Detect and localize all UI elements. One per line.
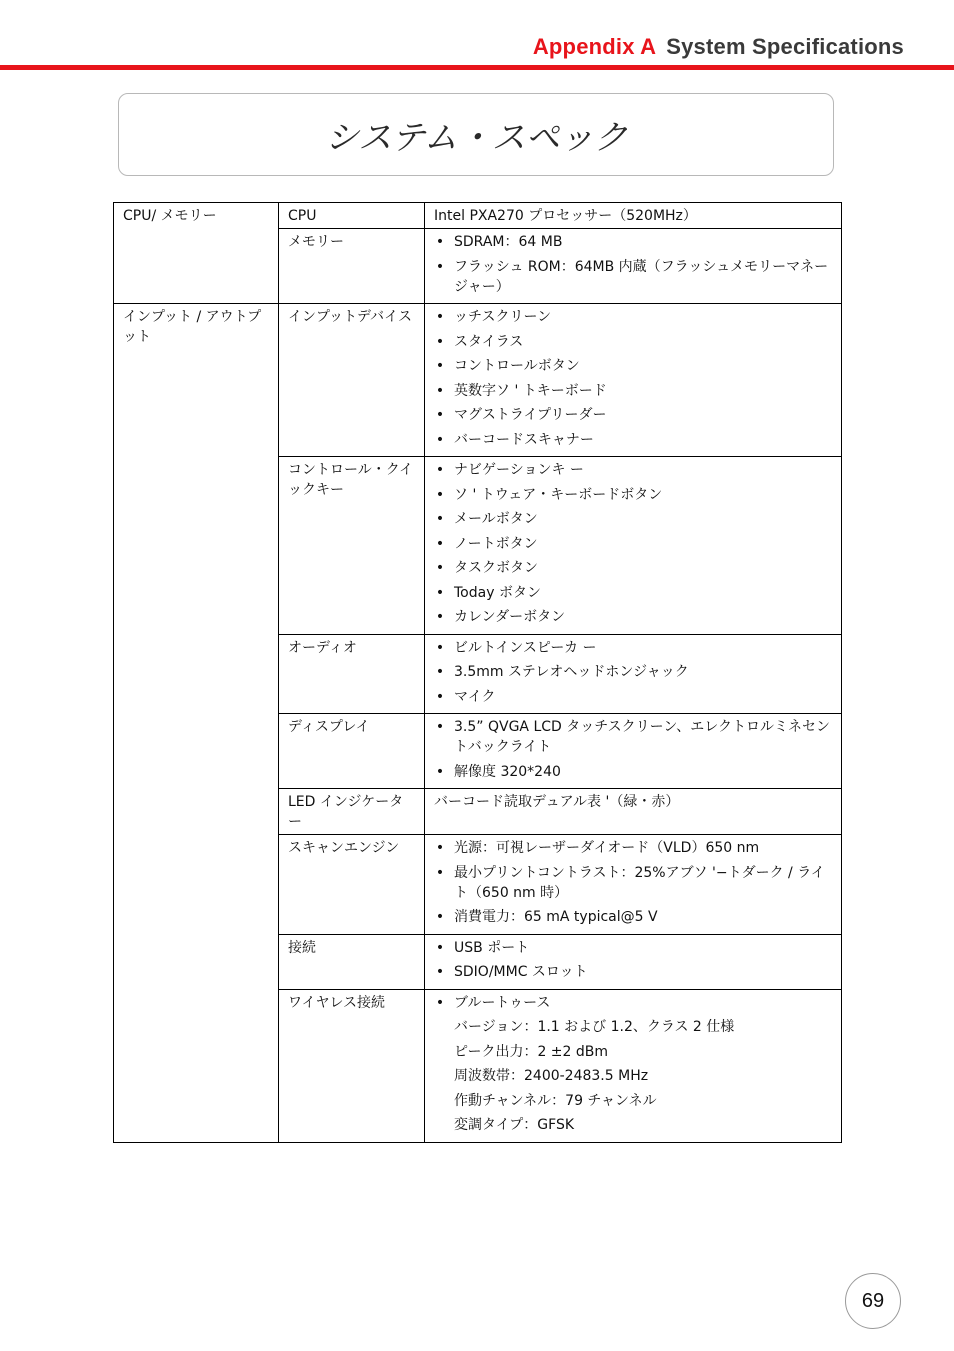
bullet-list bbox=[434, 638, 832, 707]
bullet-list bbox=[434, 838, 832, 927]
list-item bbox=[434, 307, 832, 327]
list-item bbox=[434, 962, 832, 982]
list-item bbox=[434, 509, 832, 529]
bullet-icon: • bbox=[435, 840, 445, 856]
sub-list bbox=[434, 1017, 832, 1135]
bullet-icon: • bbox=[435, 584, 445, 601]
list-item-text: マイク bbox=[454, 688, 496, 705]
item-cell: LED インジケーター bbox=[279, 789, 425, 835]
list-item-text: 3.5” QVGA LCD タッチスクリーン、エレクトロルミネセントバックライト bbox=[454, 719, 831, 755]
bullet-icon: • bbox=[435, 994, 445, 1011]
item-cell: コントロール・クイックキー bbox=[279, 457, 425, 635]
value-cell bbox=[425, 714, 842, 789]
list-item bbox=[434, 662, 832, 682]
bullet-icon: • bbox=[435, 639, 445, 656]
bullet-icon: • bbox=[435, 763, 445, 780]
table-row bbox=[114, 304, 842, 457]
item-cell: インプットデバイス bbox=[279, 304, 425, 457]
sub-list-item: 変調タイプ：GFSK bbox=[454, 1117, 575, 1133]
sub-list-item: ピーク出力：2 ±2 dBm bbox=[454, 1043, 609, 1060]
list-item-text: 最小プリントコントラスト：25%アブソ '−トダーク / ライト（650 nm 時） bbox=[454, 864, 825, 901]
bullet-icon: • bbox=[435, 486, 445, 503]
list-item bbox=[434, 381, 832, 401]
bullet-icon: • bbox=[435, 462, 445, 478]
bullet-icon: • bbox=[435, 511, 445, 527]
list-item-text: ナビゲーションキ ー bbox=[454, 462, 584, 478]
category-cell: インプット / アウトプット bbox=[114, 304, 279, 1143]
spec-table-body bbox=[114, 203, 842, 1143]
bullet-icon: • bbox=[435, 258, 445, 275]
list-item-text: メールボタン bbox=[454, 511, 538, 527]
item-cell: ワイヤレス接続 bbox=[279, 989, 425, 1142]
list-item bbox=[434, 863, 832, 903]
item-cell: メモリー bbox=[279, 229, 425, 304]
sub-list-item: 周波数帯：2400-2483.5 MHz bbox=[454, 1068, 649, 1084]
bullet-icon: • bbox=[435, 909, 445, 925]
category-cell: CPU/ メモリー bbox=[114, 203, 279, 304]
bullet-icon: • bbox=[435, 939, 445, 956]
list-item-text: マグストライプリーダー bbox=[454, 407, 607, 423]
sub-list-item: バージョン：1.1 および 1.2、クラス 2 仕様 bbox=[454, 1019, 735, 1035]
bullet-icon: • bbox=[435, 382, 445, 399]
list-item bbox=[434, 583, 832, 603]
list-item bbox=[434, 638, 832, 658]
title-box bbox=[118, 93, 834, 176]
bullet-icon: • bbox=[435, 664, 445, 680]
list-item-text: 光源：可視レーザーダイオード（VLD）650 nm bbox=[454, 840, 760, 856]
bullet-icon: • bbox=[435, 358, 445, 374]
list-item-text: SDRAM：64 MB bbox=[454, 234, 563, 250]
value-cell bbox=[425, 203, 842, 229]
bullet-icon: • bbox=[435, 964, 445, 980]
bullet-list bbox=[434, 717, 832, 782]
page-title: システム・スペック bbox=[325, 118, 628, 158]
list-item-text: ッチスクリーン bbox=[454, 309, 552, 325]
bullet-icon: • bbox=[435, 309, 445, 325]
bullet-icon: • bbox=[435, 688, 445, 705]
list-item bbox=[434, 938, 832, 958]
value-cell bbox=[425, 835, 842, 935]
sub-list-item: 作動チャンネル：79 チャンネル bbox=[454, 1092, 657, 1109]
list-item-text: ビルトインスピーカ ー bbox=[454, 639, 597, 656]
value-cell bbox=[425, 229, 842, 304]
value-cell bbox=[425, 934, 842, 989]
list-item bbox=[434, 607, 832, 627]
list-item bbox=[434, 907, 832, 927]
list-item-text: 消費電力：65 mA typical@5 V bbox=[454, 909, 658, 925]
value-text: Intel PXA270 プロセッサー（520MHz） bbox=[434, 208, 697, 224]
list-item bbox=[434, 687, 832, 707]
bullet-icon: • bbox=[435, 431, 445, 448]
item-cell: CPU bbox=[279, 203, 425, 229]
list-item bbox=[434, 717, 832, 757]
list-item-text: 解像度 320*240 bbox=[454, 763, 561, 780]
list-item-text: バーコードスキャナー bbox=[454, 431, 594, 448]
value-cell bbox=[425, 457, 842, 635]
bullet-list bbox=[434, 460, 832, 627]
value-cell bbox=[425, 634, 842, 714]
bullet-icon: • bbox=[435, 719, 445, 735]
list-item bbox=[434, 485, 832, 505]
running-header bbox=[533, 34, 904, 60]
bullet-list bbox=[434, 232, 832, 297]
bullet-icon: • bbox=[435, 407, 445, 423]
bullet-icon: • bbox=[435, 535, 445, 552]
item-cell: ディスプレイ bbox=[279, 714, 425, 789]
list-item bbox=[434, 838, 832, 858]
list-item bbox=[434, 993, 832, 1013]
list-item bbox=[434, 430, 832, 450]
list-item-text: ノートボタン bbox=[454, 535, 538, 552]
bullet-icon: • bbox=[435, 864, 445, 881]
list-item-text: ブルートゥース bbox=[454, 994, 551, 1011]
bullet-icon: • bbox=[435, 234, 445, 250]
spec-table bbox=[113, 202, 842, 1143]
bullet-list bbox=[434, 993, 832, 1013]
list-item bbox=[434, 356, 832, 376]
header-rule bbox=[0, 65, 954, 70]
bullet-icon: • bbox=[435, 560, 445, 576]
list-item bbox=[434, 460, 832, 480]
list-item bbox=[434, 332, 832, 352]
page-number: 69 bbox=[845, 1273, 901, 1329]
appendix-label: Appendix A bbox=[532, 34, 657, 59]
bullet-list bbox=[434, 938, 832, 983]
value-text: バーコード読取デュアル表 '（緑・赤） bbox=[434, 794, 680, 810]
list-item-text: スタイラス bbox=[454, 333, 524, 350]
bullet-list bbox=[434, 307, 832, 450]
section-label: System Specifications bbox=[666, 34, 904, 59]
list-item bbox=[434, 762, 832, 782]
value-cell bbox=[425, 989, 842, 1142]
bullet-icon: • bbox=[435, 609, 445, 625]
list-item-text: ソ ' トウェア・キーボードボタン bbox=[454, 486, 663, 503]
list-item-text: タスクボタン bbox=[454, 560, 538, 576]
value-cell bbox=[425, 304, 842, 457]
list-item-text: Today ボタン bbox=[454, 584, 541, 601]
bullet-icon: • bbox=[435, 333, 445, 350]
list-item bbox=[434, 558, 832, 578]
list-item-text: コントロールボタン bbox=[454, 358, 580, 374]
list-item bbox=[434, 257, 832, 297]
list-item bbox=[434, 534, 832, 554]
item-cell: スキャンエンジン bbox=[279, 835, 425, 935]
list-item-text: フラッシュ ROM：64MB 内蔵（フラッシュメモリーマネージャー） bbox=[454, 258, 829, 295]
list-item bbox=[434, 232, 832, 252]
item-cell: 接続 bbox=[279, 934, 425, 989]
list-item-text: カレンダーボタン bbox=[454, 609, 566, 625]
list-item-text: USB ポート bbox=[454, 939, 530, 956]
list-item-text: 英数字ソ ' トキーボード bbox=[454, 382, 607, 399]
value-cell bbox=[425, 789, 842, 835]
table-row bbox=[114, 203, 842, 229]
list-item-text: 3.5mm ステレオヘッドホンジャック bbox=[454, 664, 689, 680]
list-item-text: SDIO/MMC スロット bbox=[454, 964, 588, 980]
item-cell: オーディオ bbox=[279, 634, 425, 714]
list-item bbox=[434, 405, 832, 425]
